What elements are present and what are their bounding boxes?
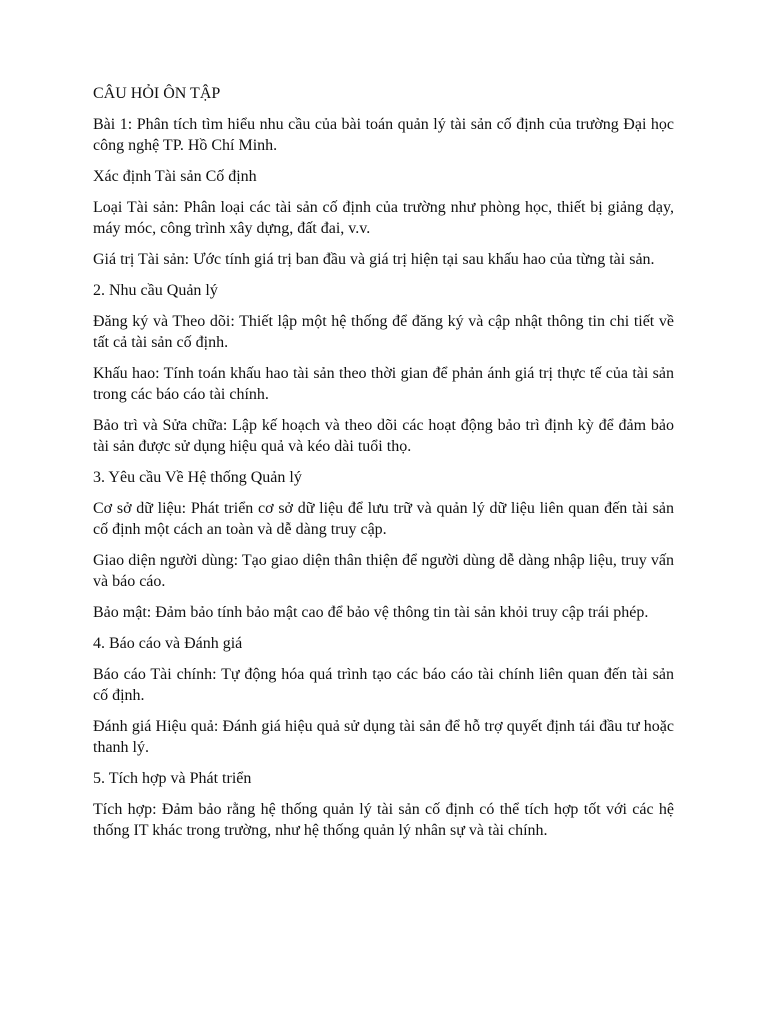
paragraph-loai-tai-san: Loại Tài sản: Phân loại các tài sản cố định của trường như phòng học, thiết bị giảng dạy, máy móc, công trình xây dựng, đất đai, v.v.: [93, 199, 674, 237]
paragraph-gia-tri-tai-san: Giá trị Tài sản: Ước tính giá trị ban đầu và giá trị hiện tại sau khấu hao của từng tài sản.: [93, 251, 655, 268]
section-heading-4: 4. Báo cáo và Đánh giá: [93, 635, 243, 652]
section-heading-2: 2. Nhu cầu Quản lý: [93, 282, 218, 299]
paragraph-bao-tri: Bảo trì và Sửa chữa: Lập kế hoạch và theo dõi các hoạt động bảo trì định kỳ để đảm bảo tài sản được sử dụng hiệu quả và kéo dài tuổi thọ.: [93, 417, 674, 455]
paragraph-co-so-du-lieu: Cơ sở dữ liệu: Phát triển cơ sở dữ liệu để lưu trữ và quản lý dữ liệu liên quan đến tài sản cố định một cách an toàn và dễ dàng truy cập.: [93, 500, 674, 538]
document-page: [93, 83, 674, 851]
paragraph-giao-dien: Giao diện người dùng: Tạo giao diện thân thiện để người dùng dễ dàng nhập liệu, truy vấn và báo cáo.: [93, 552, 674, 590]
section-heading-3: 3. Yêu cầu Về Hệ thống Quản lý: [93, 469, 302, 486]
section-heading-xac-dinh: Xác định Tài sản Cố định: [93, 168, 257, 185]
section-heading-5: 5. Tích hợp và Phát triển: [93, 770, 252, 787]
paragraph-tich-hop: Tích hợp: Đảm bảo rằng hệ thống quản lý tài sản cố định có thể tích hợp tốt với các hệ thống IT khác trong trường, như hệ thống quản lý nhân sự và tài chính.: [93, 801, 674, 839]
paragraph-khau-hao: Khấu hao: Tính toán khấu hao tài sản theo thời gian để phản ánh giá trị thực tế của tài sản trong các báo cáo tài chính.: [93, 365, 674, 403]
paragraph-dang-ky: Đăng ký và Theo dõi: Thiết lập một hệ thống để đăng ký và cập nhật thông tin chi tiết về tất cả tài sản cố định.: [93, 313, 674, 351]
paragraph-bao-cao-tai-chinh: Báo cáo Tài chính: Tự động hóa quá trình tạo các báo cáo tài chính liên quan đến tài sản cố định.: [93, 666, 674, 704]
paragraph-danh-gia-hieu-qua: Đánh giá Hiệu quả: Đánh giá hiệu quả sử dụng tài sản để hỗ trợ quyết định tái đầu tư hoặc thanh lý.: [93, 718, 674, 756]
document-title: CÂU HỎI ÔN TẬP: [93, 85, 221, 102]
paragraph-bao-mat: Bảo mật: Đảm bảo tính bảo mật cao để bảo vệ thông tin tài sản khỏi truy cập trái phép.: [93, 604, 649, 621]
paragraph-bai-1: Bài 1: Phân tích tìm hiểu nhu cầu của bài toán quản lý tài sản cố định của trường Đại học công nghệ TP. Hồ Chí Minh.: [93, 116, 674, 154]
